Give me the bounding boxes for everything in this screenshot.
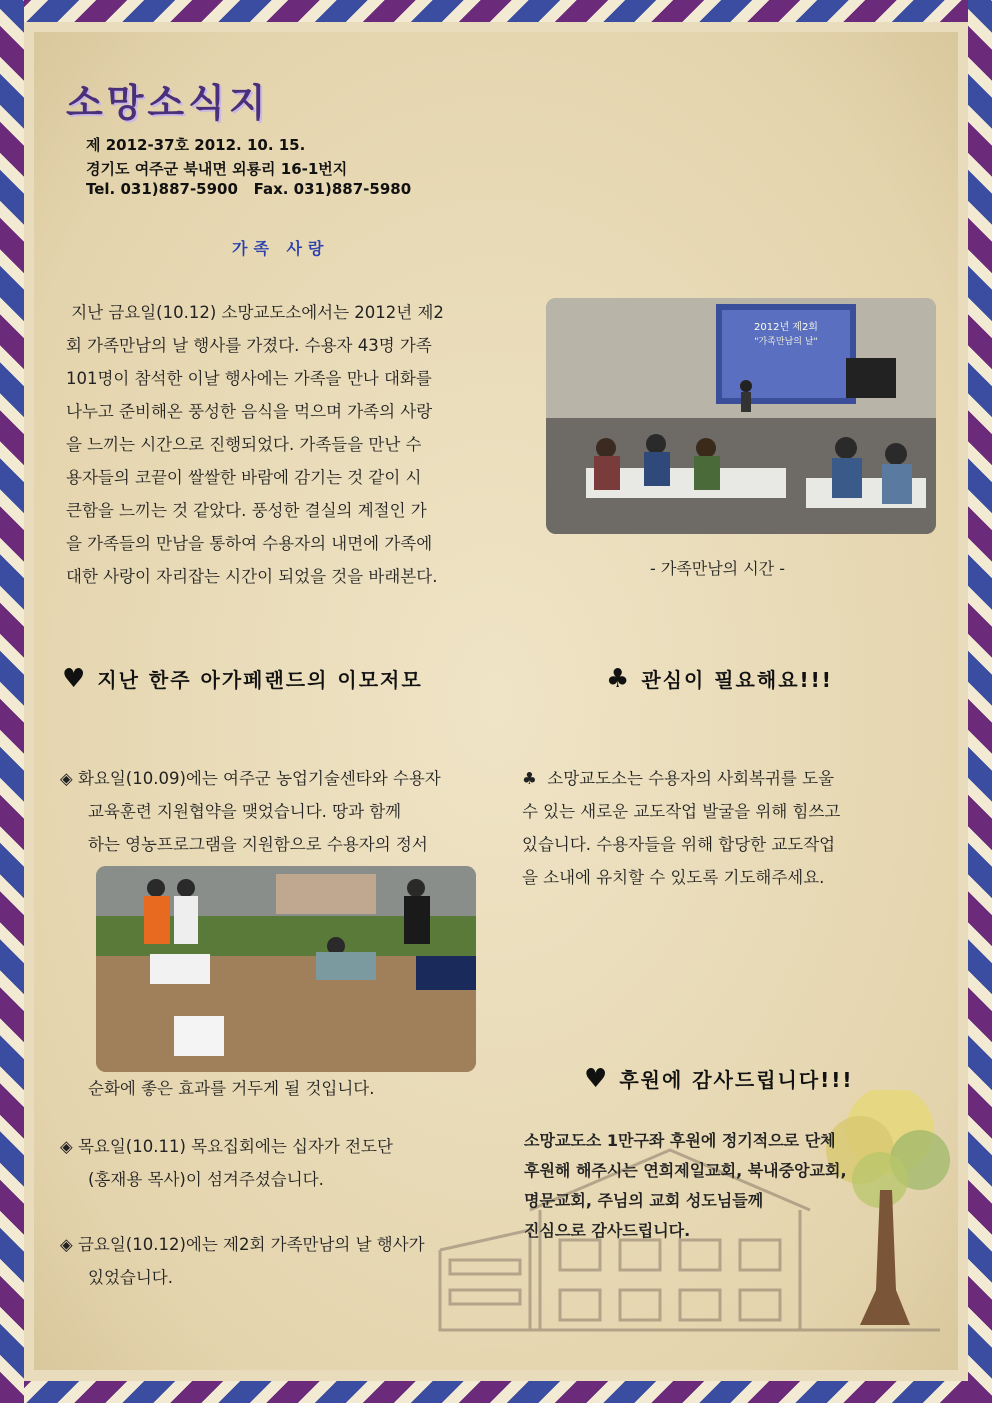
farming-photo (96, 866, 476, 1072)
week-section-heading (62, 664, 423, 694)
issue-line: 제 2012-37호 2012. 10. 15. (86, 136, 306, 154)
item-line: 있었습니다. (88, 1268, 173, 1287)
airmail-border-left (0, 0, 24, 1403)
bullet-icon: ◈ (60, 769, 73, 788)
article-line: 101명이 참석한 이날 행사에는 가족을 만나 대화를 (66, 369, 432, 388)
airmail-border-bottom (0, 1381, 992, 1403)
item-line: 금요일(10.12)에는 제2회 가족만남의 날 행사가 (77, 1235, 425, 1254)
airmail-border-top (0, 0, 992, 22)
thanks-section-heading (584, 1064, 854, 1094)
concern-line: 수 있는 새로운 교도작업 발굴을 위해 힘쓰고 (522, 802, 841, 821)
item-line: (홍재용 목사)이 섬겨주셨습니다. (88, 1170, 324, 1189)
item-line: 화요일(10.09)에는 여주군 농업기술센타와 수용자 (77, 769, 441, 788)
article-line: 큰함을 느끼는 것 같았다. 풍성한 결실의 계절인 가 (66, 501, 427, 520)
article-line: 나누고 준비해온 풍성한 음식을 먹으며 가족의 사랑 (66, 402, 433, 421)
thanks-line: 소망교도소 1만구좌 후원에 정기적으로 단체 (524, 1131, 836, 1150)
thanks-line: 후원해 해주시는 연희제일교회, 북내중앙교회, (524, 1161, 847, 1180)
concern-body (522, 762, 942, 894)
article-line: 지난 금요일(10.12) 소망교도소에서는 2012년 제2 (66, 303, 444, 322)
article-line: 용자들의 코끝이 쌀쌀한 바람에 감기는 것 같이 시 (66, 468, 422, 487)
club-icon: ♣ (606, 664, 632, 694)
heart-icon: ♥ (62, 664, 88, 694)
concern-line: 있습니다. 수용자들을 위해 합당한 교도작업 (522, 835, 836, 854)
address-line: 경기도 여주군 북내면 외룡리 16-1번지 (86, 160, 348, 178)
newsletter-title: 소망소식지 (66, 80, 270, 125)
contact-line: Tel. 031)887-5900 Fax. 031)887-5980 (86, 180, 412, 198)
concern-section-heading (606, 664, 833, 694)
heart-icon: ♥ (584, 1064, 610, 1094)
family-article (66, 296, 498, 593)
article-line: 회 가족만남의 날 행사를 가졌다. 수용자 43명 가족 (66, 336, 432, 355)
screen-text: "가족만남의 날" (754, 337, 818, 347)
article-line: 대한 사랑이 자리잡는 시간이 되었을 것을 바래본다. (66, 567, 438, 586)
photo-caption: - 가족만남의 시간 - (650, 559, 785, 578)
concern-line: 을 소내에 유치할 수 있도록 기도해주세요. (522, 868, 825, 887)
item-line: 하는 영농프로그램을 지원함으로 수용자의 정서 (88, 835, 428, 854)
bullet-icon: ◈ (60, 1235, 73, 1254)
family-meeting-photo (546, 298, 936, 534)
screen-text: 2012년 제2회 (754, 322, 818, 333)
airmail-border-right (968, 0, 992, 1403)
week-item-1 (60, 762, 510, 861)
concern-heading-text: 관심이 필요해요!!! (641, 668, 833, 692)
thanks-line: 명문교회, 주님의 교회 성도님들께 (524, 1191, 764, 1210)
thanks-body (524, 1126, 944, 1246)
concern-line: ♣ 소망교도소는 수용자의 사회복귀를 도울 (522, 769, 834, 788)
family-section-title: 가족 사랑 (232, 239, 330, 258)
item-line: 순화에 좋은 효과를 거두게 될 것입니다. (88, 1079, 375, 1098)
item-line: 교육훈련 지원협약을 맺었습니다. 땅과 함께 (88, 802, 402, 821)
thanks-line: 진심으로 감사드립니다. (524, 1221, 691, 1240)
article-line: 을 느끼는 시간으로 진행되었다. 가족들을 만난 수 (66, 435, 422, 454)
thanks-heading-text: 후원에 감사드립니다!!! (619, 1068, 854, 1092)
item-line: 목요일(10.11) 목요집회에는 십자가 전도단 (77, 1137, 393, 1156)
article-line: 을 가족들의 만남을 통하여 수용자의 내면에 가족에 (66, 534, 433, 553)
week-heading-text: 지난 한주 아가페랜드의 이모저모 (97, 668, 423, 692)
bullet-icon: ◈ (60, 1137, 73, 1156)
